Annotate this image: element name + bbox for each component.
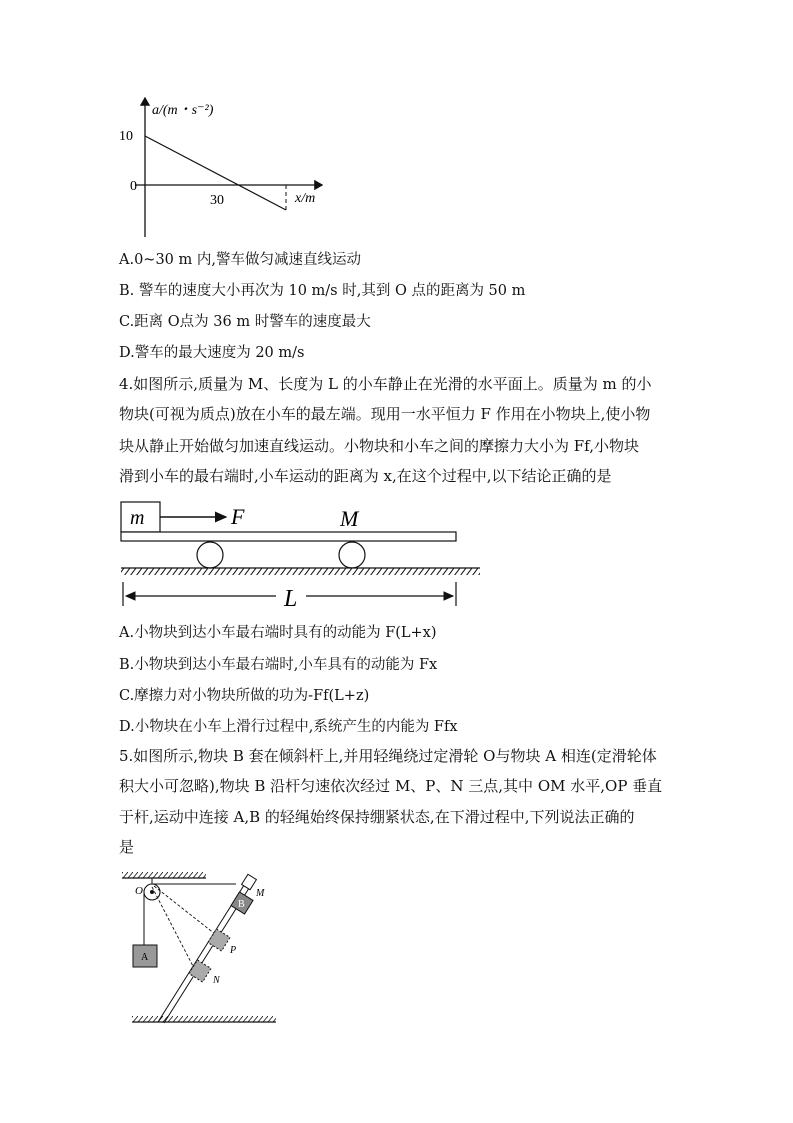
cart-label: M bbox=[340, 506, 359, 531]
pulley-axle bbox=[150, 890, 154, 894]
tick-0: 0 bbox=[130, 179, 137, 194]
rope-op-dashed bbox=[154, 886, 215, 934]
q4-line-4: 滑到小车的最右端时,小车运动的距离为 x,在这个过程中,以下结论正确的是 bbox=[119, 467, 612, 485]
q4-line-3: 块从静止开始做匀加速直线运动。小物块和小车之间的摩擦力大小为 Ff,小物块 bbox=[119, 437, 639, 455]
pulley-label: O bbox=[135, 885, 143, 897]
q4-line-1: 4.如图所示,质量为 M、长度为 L 的小车静止在光滑的水平面上。质量为 m 的小 bbox=[119, 375, 652, 393]
length-label: L bbox=[284, 586, 298, 612]
y-axis-label: a/(m・s⁻²) bbox=[152, 103, 214, 118]
q3-option-d: D.警车的最大速度为 20 m/s bbox=[119, 345, 305, 361]
q4-option-b: B.小物块到达小车最右端时,小车具有的动能为 Fx bbox=[119, 657, 438, 673]
q5-line-1: 5.如图所示,物块 B 套在倾斜杆上,并用轻绳绕过定滑轮 O与物块 A 相连(定滑轮体 bbox=[119, 747, 657, 765]
q5-line-3: 于杆,运动中连接 A,B 的轻绳始终保持绷紧状态,在下滑过程中,下列说法正确的 bbox=[119, 808, 635, 826]
acceleration-graph bbox=[110, 92, 330, 242]
wheel-left bbox=[197, 542, 223, 568]
block-a-label: A bbox=[141, 952, 149, 963]
q3-option-a: A.0~30 m 内,警车做匀减速直线运动 bbox=[119, 252, 361, 268]
q3-option-c: C.距离 O点为 36 m 时警车的速度最大 bbox=[119, 314, 371, 330]
block-label: m bbox=[130, 507, 145, 529]
cart-board bbox=[121, 532, 456, 541]
point-n-label: N bbox=[213, 975, 220, 986]
q3-option-b: B. 警车的速度大小再次为 10 m/s 时,其到 O 点的距离为 50 m bbox=[119, 283, 526, 299]
tick-30: 30 bbox=[210, 193, 224, 208]
ground-hatching bbox=[121, 568, 480, 575]
rod-top-cap bbox=[242, 874, 257, 889]
ground-hatching bbox=[132, 1016, 276, 1022]
tick-10: 10 bbox=[119, 129, 133, 144]
point-m-label: M bbox=[256, 888, 265, 899]
point-p-label: P bbox=[230, 945, 237, 956]
block-b-label: B bbox=[238, 899, 245, 910]
force-label: F bbox=[231, 504, 245, 529]
ceiling-hatching bbox=[122, 872, 206, 878]
q4-option-c: C.摩擦力对小物块所做的功为-Ff(L+z) bbox=[119, 688, 370, 704]
rope-on-dashed bbox=[152, 887, 195, 970]
cart-figure bbox=[118, 496, 488, 616]
q4-option-a: A.小物块到达小车最右端时具有的动能为 F(L+x) bbox=[119, 625, 437, 641]
q4-option-d: D.小物块在小车上滑行过程中,系统产生的内能为 Ffx bbox=[119, 719, 458, 735]
pulley-figure bbox=[118, 866, 288, 1028]
wheel-right bbox=[339, 542, 365, 568]
q4-line-2: 物块(可视为质点)放在小车的最左端。现用一水平恒力 F 作用在小物块上,使小物 bbox=[119, 405, 651, 423]
x-axis-label: x/m bbox=[295, 191, 316, 206]
q5-line-2: 积大小可忽略),物块 B 沿杆匀速依次经过 M、P、N 三点,其中 OM 水平,OP 垂直 bbox=[119, 777, 663, 795]
q5-line-4: 是 bbox=[119, 838, 135, 856]
